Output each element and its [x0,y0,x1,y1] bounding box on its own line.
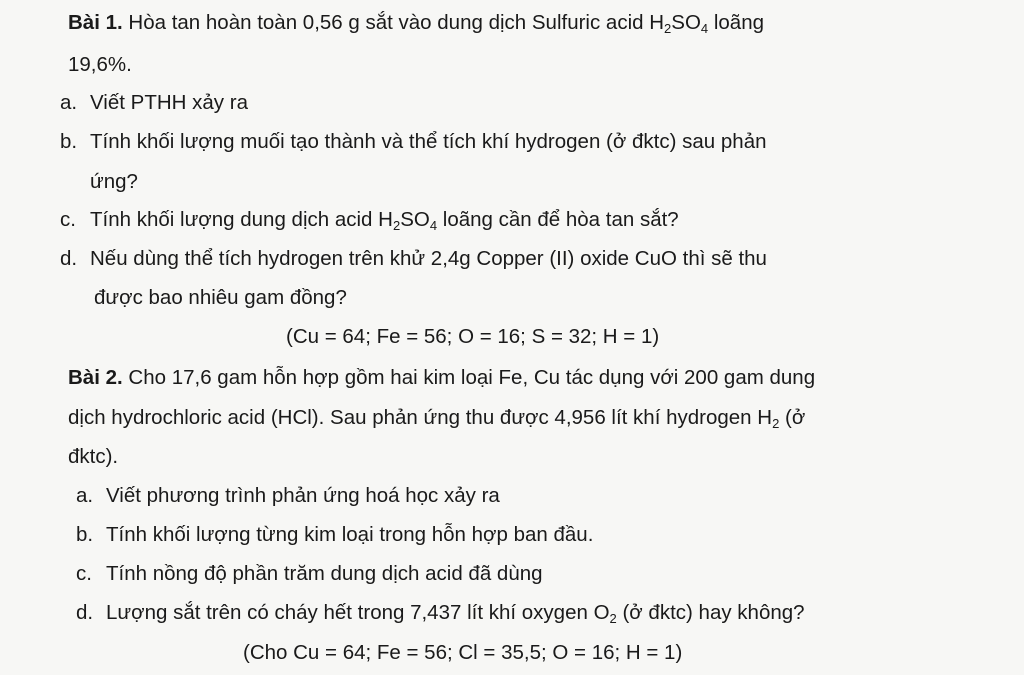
bai1-item-c [60,208,679,232]
item-label: d. [76,601,94,624]
item-text-end: loãng cần để hòa tan sắt? [437,208,679,231]
bai2-intro-text-2: dịch hydrochloric acid (HCl). Sau phản ứng thu được 4,956 lít khí hydrogen [68,406,758,429]
bai1-given-data: (Cu = 64; Fe = 56; O = 16; S = 32; H = 1) [286,325,660,348]
bai1-title: Bài 1. [68,11,123,34]
bai2-item-a [76,484,500,508]
formula-h2-sub: 2 [772,416,780,431]
formula-h2-h: H [757,406,773,429]
bai2-item-d [76,601,805,625]
formula-sub-4: 4 [429,218,438,233]
bai1-item-b-cont: ứng? [90,170,138,193]
bai2-intro-end: (ở [779,406,806,429]
item-label: c. [76,562,92,585]
bai2-intro-line-3: đktc). [68,445,119,468]
bai2-given-data: (Cho Cu = 64; Fe = 56; Cl = 35,5; O = 16; H = 1) [243,641,683,664]
formula-sub-2: 2 [392,218,401,233]
item-text: Tính khối lượng từng kim loại trong hỗn hợp ban đầu. [106,523,594,546]
formula-so: SO [671,11,701,34]
formula-sub-2: 2 [664,21,672,36]
bai1-item-d [60,247,767,271]
formula-h: H [378,208,393,231]
formula-o2-sub: 2 [609,611,617,626]
item-label: a. [60,91,78,114]
item-text: Tính khối lượng dung dịch acid [90,208,379,231]
bai1-intro-end: loãng [708,11,764,34]
formula-so: SO [400,208,430,231]
item-text: Viết phương trình phản ứng hoá học xảy ra [106,484,500,507]
bai1-intro-line-2: 19,6%. [68,53,132,76]
item-text: Tính nồng độ phần trăm dung dịch acid đã dùng [106,562,543,585]
bai2-title: Bài 2. [68,366,123,389]
bai1-intro-line-1 [68,11,764,35]
bai1-item-a [60,91,248,115]
bai2-item-c [76,562,543,586]
bai2-intro-line-1 [68,366,815,390]
item-text: Nếu dùng thể tích hydrogen trên khử 2,4g Copper (II) oxide CuO thì sẽ thu [90,247,767,270]
bai1-item-d-cont: được bao nhiêu gam đồng? [94,286,347,309]
bai1-item-b [60,130,767,154]
bai2-intro-line-2 [68,406,805,430]
item-label: b. [76,523,94,546]
formula-sub-4: 4 [700,21,709,36]
bai2-intro-text: Cho 17,6 gam hỗn hợp gồm hai kim loại Fe, Cu tác dụng với 200 gam dung [128,366,816,389]
formula-o2-o: O [593,601,610,624]
item-text: Tính khối lượng muối tạo thành và thể tích khí hydrogen (ở đktc) sau phản [90,130,767,153]
item-text: Lượng sắt trên có cháy hết trong 7,437 lít khí oxygen [106,601,594,624]
bai1-intro-text: Hòa tan hoàn toàn 0,56 g sắt vào dung dịch Sulfuric acid [128,11,650,34]
bai2-item-b [76,523,593,547]
item-label: a. [76,484,94,507]
item-label: b. [60,130,78,153]
item-text: Viết PTHH xảy ra [90,91,248,114]
item-label: c. [60,208,76,231]
item-label: d. [60,247,78,270]
formula-h: H [649,11,665,34]
item-text-end: (ở đktc) hay không? [616,601,805,624]
